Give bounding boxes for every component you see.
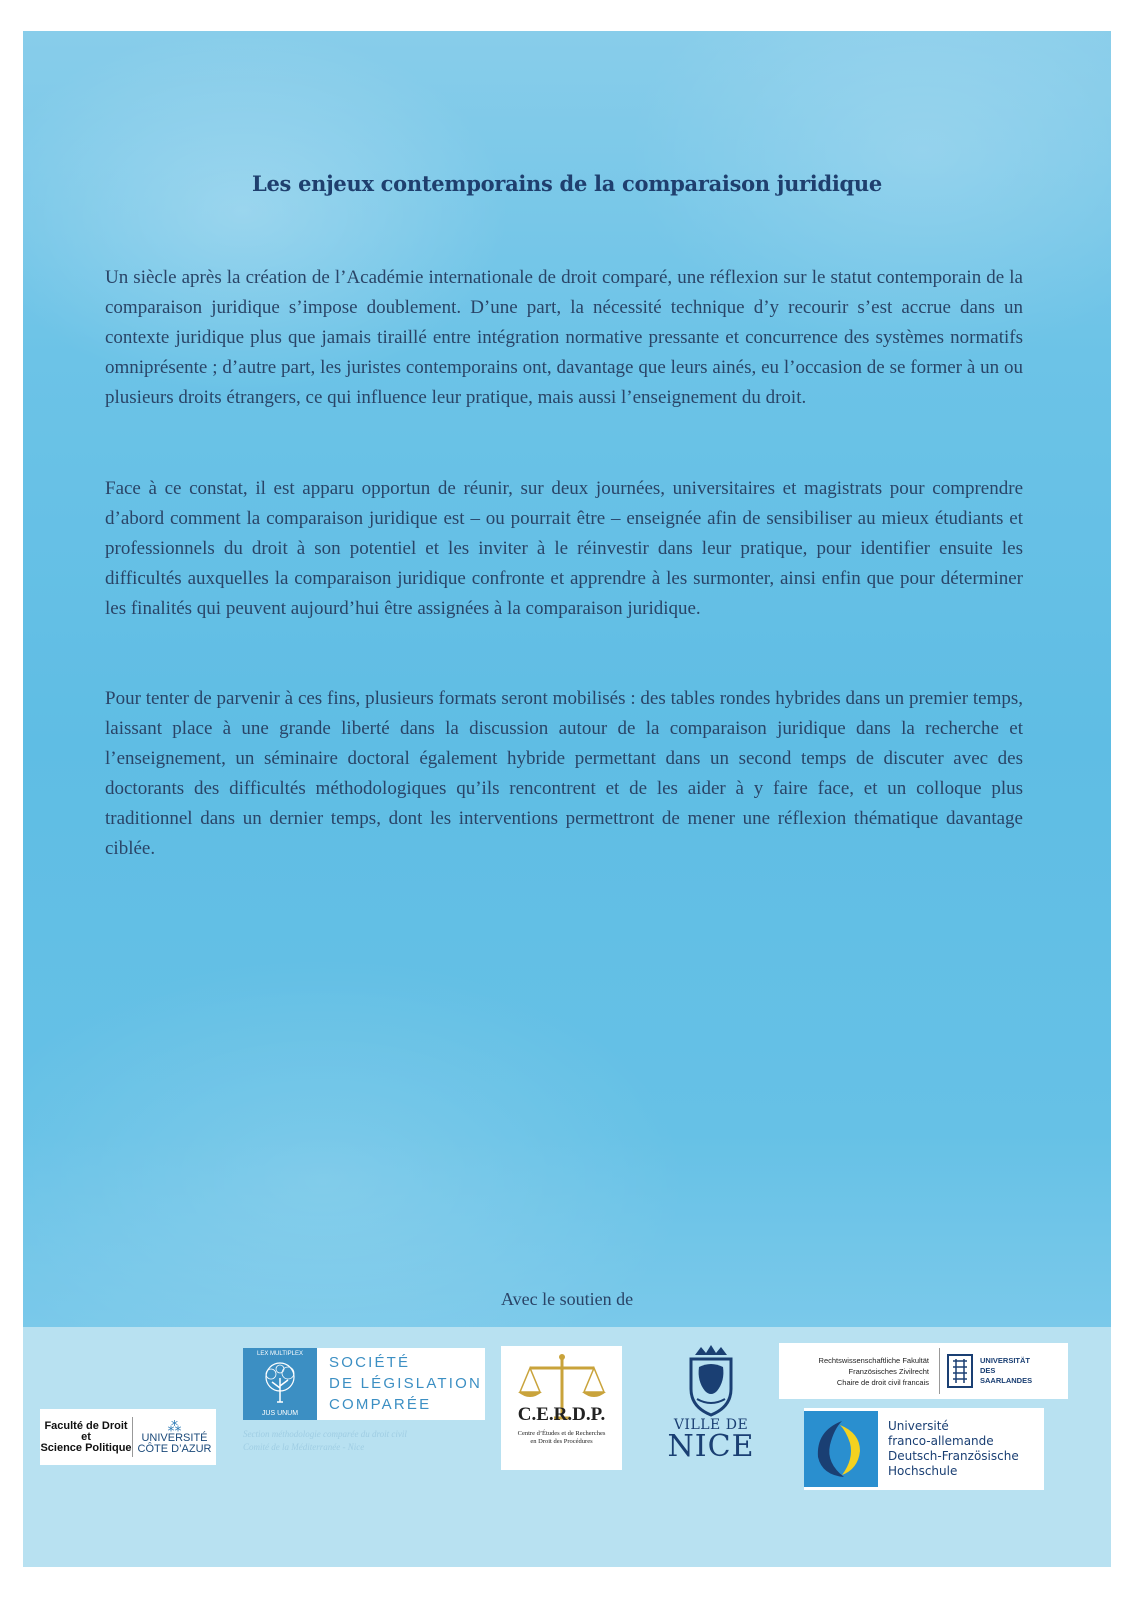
saar-line-1: Rechtswissenschaftliche Fakultät <box>818 1355 929 1365</box>
saar-name-3: SAARLANDES <box>980 1376 1033 1385</box>
saarland-seal-icon <box>945 1351 975 1391</box>
nice-crest-icon <box>681 1341 741 1417</box>
slc-name-2: DE LÉGISLATION <box>329 1375 483 1392</box>
nice-label: NICE <box>667 1429 755 1464</box>
slc-logo <box>243 1348 485 1420</box>
ville-de-label: VILLE DE <box>673 1417 749 1433</box>
slc-caption-1: Section méthodologie comparée du droit civil <box>243 1429 407 1439</box>
constellation-icon: ⁂ <box>167 1418 182 1434</box>
cerdp-sub-2: en Droit des Procédures <box>530 1438 593 1445</box>
page-title: Les enjeux contemporains de la comparaison juridique <box>252 171 882 196</box>
saarland-logo <box>779 1343 1068 1399</box>
ufa-line-1: Université <box>888 1419 949 1433</box>
ufa-logo <box>804 1408 1044 1490</box>
slc-motto-bottom: JUS UNUM <box>261 1410 299 1417</box>
support-label: Avec le soutien de <box>500 1289 634 1309</box>
document-page <box>23 31 1111 1327</box>
slc-motto-top: LEX MULTIPLEX <box>257 1351 303 1357</box>
saar-name-1: UNIVERSITÄT <box>980 1356 1031 1365</box>
sponsor-footer <box>23 1327 1111 1567</box>
tree-icon <box>257 1360 303 1406</box>
cerdp-acronym: C.E.R.D.P. <box>517 1404 606 1425</box>
saar-line-3: Chaire de droit civil francais <box>836 1377 929 1387</box>
cerdp-logo <box>501 1346 622 1470</box>
saar-line-2: Französisches Zivilrecht <box>848 1366 929 1376</box>
paragraph-2: Face à ce constat, il est apparu opportun de réunir, sur deux journées, universitaires et magistrats pour comprendre d’abord comment la comparaison juridique est – ou pourrait être – enseignée afin de sensibiliser au mieux étudiants et professionnels du droit à son potentiel et les inviter à le réinvestir dans leur pratique, pour identifier ensuite les difficultés auxquelles la comparaison juridique confronte et apprendre à les surmonter, ainsi enfin que pour déterminer les finalités qui peuvent aujourd’hui être assignées à la comparaison juridique. <box>105 478 1023 619</box>
paragraph-1: Un siècle après la création de l’Académie internationale de droit comparé, une réflexion sur le statut contemporain de la comparaison juridique s’impose doublement. D’une part, la nécessité technique d’y recourir s’est accrue dans un contexte juridique plus que jamais tiraillé entre intégration normative pressante et concurrence des systèmes normatifs omniprésente ; d’autre part, les juristes contemporains ont, davantage que leurs ainés, eu l’occasion de se former à un ou plusieurs droits étrangers, ce qui influence leur pratique, mais aussi l’enseignement du droit. <box>105 267 1023 408</box>
ufa-line-2: franco-allemande <box>888 1434 994 1448</box>
ville-de-nice-logo <box>655 1341 767 1471</box>
saar-name-2: DES <box>980 1366 996 1375</box>
slc-caption <box>243 1428 493 1454</box>
cerdp-sub-1: Centre d’Études et de Recherches <box>517 1430 606 1437</box>
ufa-line-4: Hochschule <box>888 1464 958 1478</box>
cote-azur-label: CÔTE D’AZUR <box>137 1443 212 1455</box>
ufa-emblem-icon <box>804 1411 878 1487</box>
slc-name-1: SOCIÉTÉ <box>329 1354 411 1371</box>
ufa-line-3: Deutsch-Französische <box>888 1449 1019 1463</box>
paragraph-3: Pour tenter de parvenir à ces fins, plusieurs formats seront mobilisés : des tables rondes hybrides dans un premier temps, laissant place à une grande liberté dans la discussion autour de la comparaison juridique dans la recherche et l’enseignement, un séminaire doctoral également hybride permettant dans un second temps de discuter avec des doctorants des difficultés méthodologiques qu’ils rencontrent et de les aider à y faire face, et un colloque plus traditionnel dans un dernier temps, dont les interventions permettront de mener une réflexion thématique davantage ciblée. <box>105 688 1023 859</box>
faculte-logo <box>40 1409 216 1465</box>
slc-caption-2: Comité de la Méditerranée - Nice <box>243 1442 365 1452</box>
faculte-line-3: Science Politique <box>40 1441 132 1454</box>
faculte-line-1: Faculté de Droit <box>44 1419 128 1432</box>
faculte-line-2: et <box>81 1430 91 1443</box>
slc-name-3: COMPARÉE <box>329 1396 432 1413</box>
universite-label: UNIVERSITÉ <box>141 1432 208 1444</box>
